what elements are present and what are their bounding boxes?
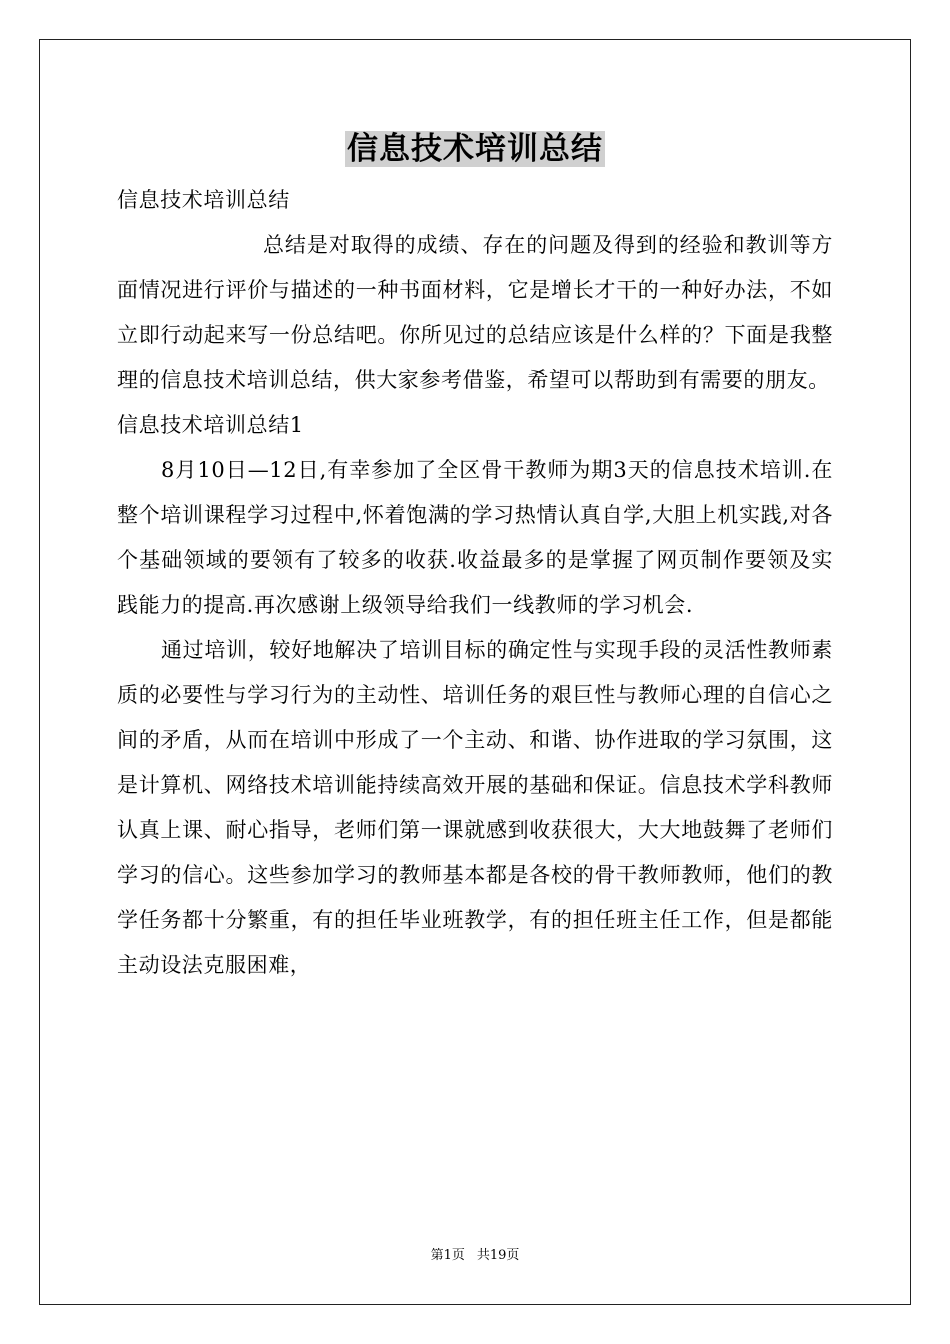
page-footer bbox=[0, 1246, 950, 1266]
section-heading: 信息技术培训总结1 bbox=[117, 413, 304, 437]
body-paragraph-2: 通过培训，较好地解决了培训目标的确定性与实现手段的灵活性教师素质的必要性与学习行为的主动性、培训任务的艰巨性与教师心理的自信心之间的矛盾，从而在培训中形成了一个主动、和谐、协作进取的学习氛围，这是计算机、网络技术培训能持续高效开展的基础和保证。信息技术学科教师认真上课、耐心指导，老师们第一课就感到收获很大，大大地鼓舞了老师们学习的信心。这些参加学习的教师基本都是各校的骨干教师教师，他们的教学任务都十分繁重，有的担任毕业班教学，有的担任班主任工作，但是都能主动设法克服困难， bbox=[117, 638, 833, 977]
body-paragraph-1: 8月10日—12日,有幸参加了全区骨干教师为期3天的信息技术培训.在整个培训课程学习过程中,怀着饱满的学习热情认真自学,大胆上机实践,对各个基础领域的要领有了较多的收获.收益最多的是掌握了网页制作要领及实践能力的提高.再次感谢上级领导给我们一线教师的学习机会. bbox=[117, 458, 833, 617]
page-number: 第1页 bbox=[430, 1248, 465, 1263]
document-title-text: 信息技术培训总结 bbox=[347, 131, 603, 167]
intro-paragraph: 总结是对取得的成绩、存在的问题及得到的经验和教训等方面情况进行评价与描述的一种书面材料，它是增长才干的一种好办法，不如立即行动起来写一份总结吧。你所见过的总结应该是什么样的？下面是我整理的信息技术培训总结，供大家参考借鉴，希望可以帮助到有需要的朋友。 bbox=[117, 233, 833, 392]
document-subtitle: 信息技术培训总结 bbox=[117, 188, 290, 212]
document-body bbox=[117, 178, 833, 988]
document-title bbox=[0, 128, 950, 170]
page-total: 共19页 bbox=[476, 1248, 520, 1263]
